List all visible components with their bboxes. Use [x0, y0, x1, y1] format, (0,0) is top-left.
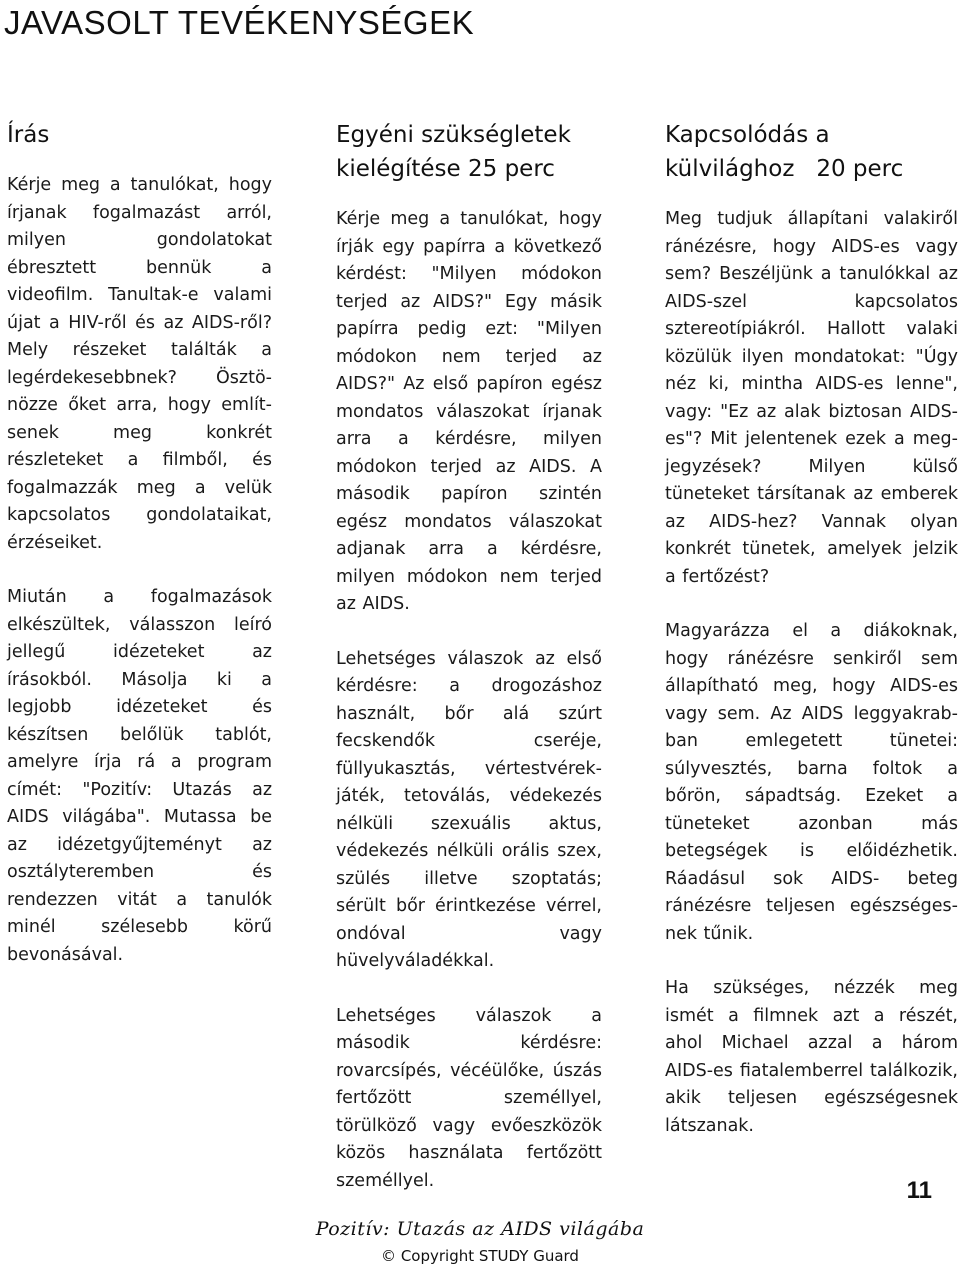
page-title: JAVASOLT TEVÉKENYSÉGEK: [4, 4, 475, 41]
paragraph: Lehetséges válaszok az első kérdésre: a drogozáshoz használt, bőr alá szúrt fecskendők cseréje, füllyukasztás, vértestvérek- játék, tetoválás, védekezés nélküli szexuális aktus, védekezés nélküli orális szex, szülés illetve szoptatás; sérült bőr érintkezése vérrel, ondóval vagy hüvelyváladékkal.: [336, 648, 602, 971]
column-individual-needs: [336, 118, 602, 1222]
footer-program-title: Pozitív: Utazás az AIDS világába: [315, 1218, 645, 1240]
column-heading: Egyéni szükségletek kielégítése 25 perc: [336, 122, 571, 182]
column-heading: Kapcsolódás a külvilághoz 20 perc: [665, 122, 904, 182]
column-outside-world: [665, 118, 958, 1167]
footer-copyright: © Copyright STUDY Guard: [381, 1247, 579, 1265]
paragraph: Kérje meg a tanulókat, hogy írjanak fogalmazást arról, milyen gondolatokat ébresztett bennük a videofilm. Tanultak-e valami újat a HIV-ről és az AIDS-ről? Mely részeket találták a legérdekesebbnek? Ösztönözze őket arra, hogy említsenek meg konkrét részleteket a filmből, és fogalmazzák meg a velük kapcsolatos gondolataikat, érzéseiket.: [7, 175, 272, 553]
paragraph: Miután a fogalmazások elkészültek, válasszon leíró jellegű idézeteket az írásokból. Másolja ki a legjobb idézeteket és készítsen belőlük tablót, amelyre írja rá a program címét: "Pozitív: Utazás az AIDS világába". Mutassa be az idézetgyűjteményt az osztályteremben és rendezzen vitát a tanulók minél szélesebb körű bevonásával.: [7, 587, 272, 965]
paragraph: Magyarázza el a diákoknak, hogy ránézésre senkiről sem állapítható meg, hogy AIDS-es vagy sem. Az AIDS leggyakrabban emlegetett tünetei: súlyvesztés, barna foltok a bőrön, sápadtság. Ezeket a tüneteket azonban más betegségek is előidézhetik. Ráadásul sok AIDS- beteg ránézésre teljesen egészségesnek tűnik.: [665, 621, 958, 944]
column-writing: [7, 118, 272, 996]
paragraph: Meg tudjuk állapítani valakiről ránézésre, hogy AIDS-es vagy sem? Beszéljünk a tanulókkal az AIDS-szel kapcsolatos sztereotípiákról. Hallott valaki közülük ilyen mondatokat: "Úgy néz ki, mintha AIDS-es lenne", vagy: "Ez az alak biztosan AIDS-es"? Mit jelentenek ezek a megjegyzések? Milyen külső tüneteket társítanak az emberek az AIDS-hez? Vannak olyan konkrét tünetek, amelyek jelzik a fertőzést?: [665, 209, 958, 587]
paragraph: Ha szükséges, nézzék meg ismét a filmnek azt a részét, ahol Michael azzal a három AIDS-es fiatalemberrel találkozik, akik teljesen egészségesnek látszanak.: [665, 978, 958, 1136]
paragraph: Kérje meg a tanulókat, hogy írják egy papírra a következő kérdést: "Milyen módokon terjed az AIDS?" Egy másik papírra pedig ezt: "Milyen módokon nem terjed az AIDS?" Az első papíron egész mondatos válaszokat írjanak arra a kérdésre, milyen módokon terjed az AIDS. A második papíron szintén egész mondatos válaszokat adjanak arra a kérdésre, milyen módokon nem terjed az AIDS.: [336, 209, 602, 614]
page-number: 11: [906, 1177, 932, 1204]
column-heading: Írás: [7, 122, 50, 148]
paragraph: Lehetséges válaszok a második kérdésre: rovarcsípés, vécéülőke, úszás fertőzött személlyel, törülköző vagy evőeszközök közös használata fertőzött személlyel.: [336, 1005, 602, 1191]
